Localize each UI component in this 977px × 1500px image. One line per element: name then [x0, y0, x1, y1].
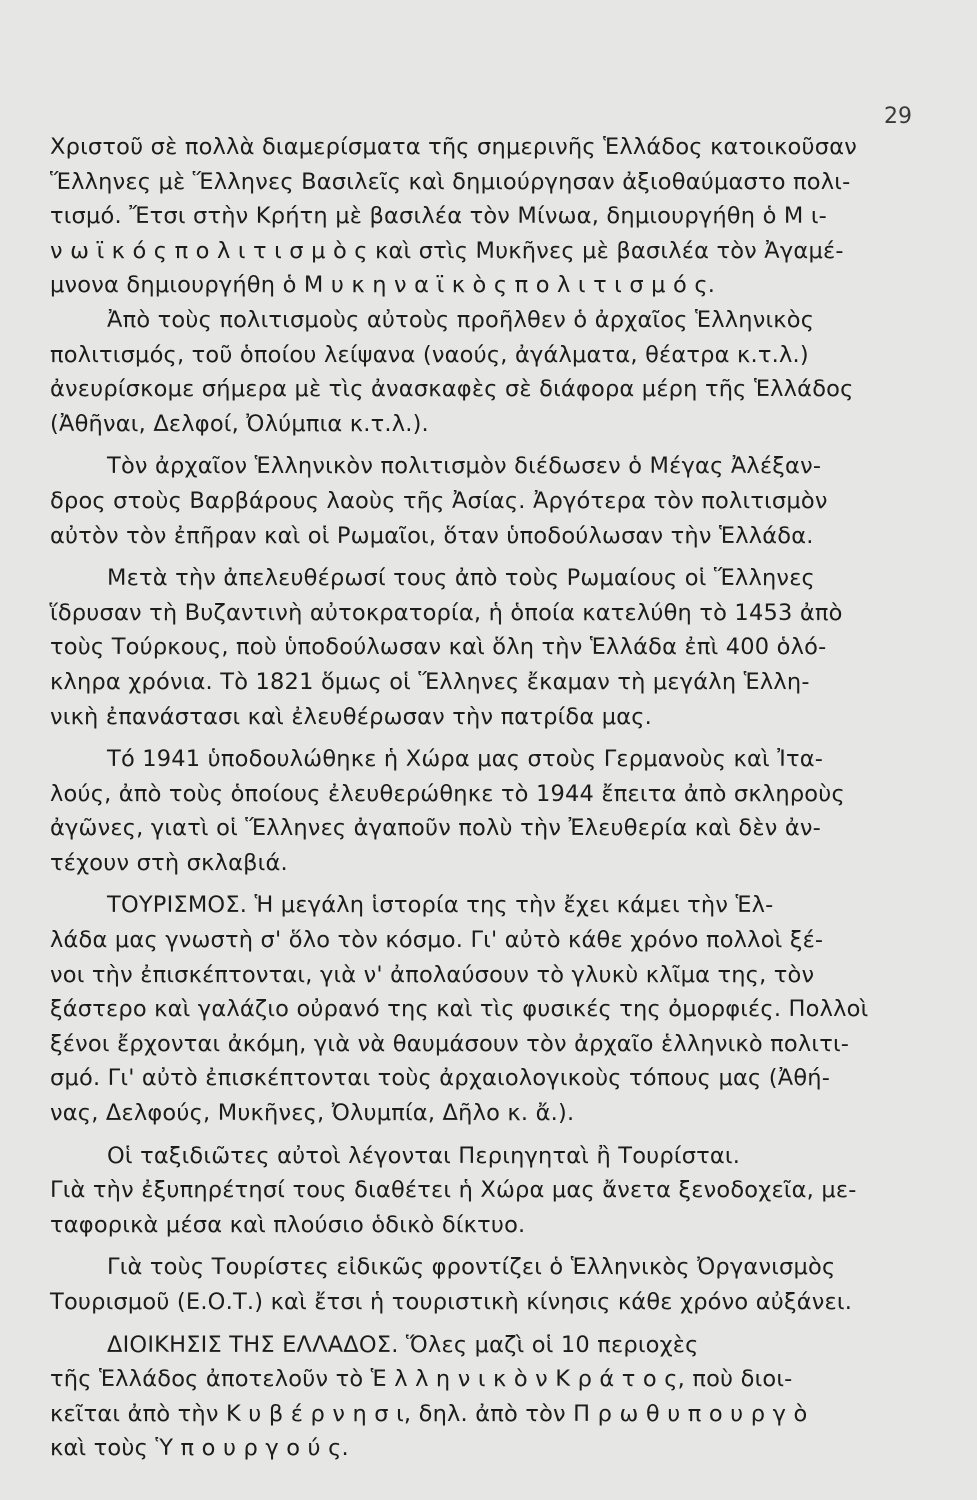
- text-line: ν ω ϊ κ ό ς π ο λ ι τ ι σ μ ὸ ς καὶ στὶς Μυκῆνες μὲ βασιλέα τὸν Ἀγαμέ-: [50, 237, 844, 264]
- text-line: νοι τὴν ἐπισκέπτονται, γιὰ ν' ἀπολαύσουν τὸ γλυκὺ κλῖμα της, τὸν: [50, 961, 815, 988]
- text-line: τοὺς Τούρκους, ποὺ ὑποδούλωσαν καὶ ὅλη τὴν Ἑλλάδα ἐπὶ 400 ὁλό-: [50, 634, 827, 661]
- paragraph-gap: [50, 1131, 842, 1139]
- text-line: μνονα δημιουργήθη ὁ Μ υ κ η ν α ϊ κ ὸ ς π ο λ ι τ ι σ μ ό ς.: [50, 272, 716, 299]
- text-line: καὶ τοὺς Ὑ π ο υ ρ γ ο ύ ς.: [50, 1435, 349, 1462]
- paragraph-gap: [50, 1320, 842, 1328]
- text-line: Τό 1941 ὑποδουλώθηκε ἡ Χώρα μας στοὺς Γερμανοὺς καὶ Ἰτα-: [107, 746, 824, 773]
- paragraph-gap: [50, 553, 842, 561]
- text-line: ἀνευρίσκομε σήμερα μὲ τὶς ἀνασκαφὲς σὲ διάφορα μέρη τῆς Ἑλλάδος: [50, 376, 854, 403]
- text-line: λάδα μας γνωστὴ σ' ὅλο τὸν κόσμο. Γι' αὐτὸ κάθε χρόνο πολλοὶ ξέ-: [50, 927, 824, 954]
- text-line: Γιὰ τὴν ἐξυπηρέτησί τους διαθέτει ἡ Χώρα μας ἄνετα ξενοδοχεῖα, με-: [50, 1177, 857, 1204]
- text-line: ξένοι ἔρχονται ἀκόμη, γιὰ νὰ θαυμάσουν τὸν ἀρχαῖο ἑλληνικὸ πολιτι-: [50, 1030, 850, 1057]
- text-line: (Ἀθῆναι, Δελφοί, Ὀλύμπια κ.τ.λ.).: [50, 410, 429, 437]
- text-line: τισμό. Ἔτσι στὴν Κρήτη μὲ βασιλέα τὸν Μίνωα, δημιουργήθη ὁ Μ ι-: [50, 203, 827, 230]
- text-line: αὐτὸν τὸν ἐπῆραν καὶ οἱ Ρωμαῖοι, ὅταν ὑποδούλωσαν τὴν Ἑλλάδα.: [50, 522, 814, 549]
- text-line: Μετὰ τὴν ἀπελευθέρωσί τους ἀπὸ τοὺς Ρωμαίους οἱ Ἕλληνες: [107, 565, 815, 592]
- text-line: Γιὰ τοὺς Τουρίστες εἰδικῶς φροντίζει ὁ Ἑλληνικὸς Ὀργανισμὸς: [107, 1254, 836, 1281]
- text-line: λούς, ἀπὸ τοὺς ὁποίους ἐλευθερώθηκε τὸ 1944 ἔπειτα ἀπὸ σκληροὺς: [50, 780, 845, 807]
- text-line: κεῖται ἀπὸ τὴν Κ υ β έ ρ ν η σ ι, δηλ. ἀπὸ τὸν Π ρ ω θ υ π ο υ ρ γ ὸ: [50, 1400, 808, 1427]
- text-line: ἀγῶνες, γιατὶ οἱ Ἕλληνες ἀγαποῦν πολὺ τὴν Ἐλευθερία καὶ δὲν ἀν-: [50, 815, 821, 842]
- text-line: Ἕλληνες μὲ Ἕλληνες Βασιλεῖς καὶ δημιούργησαν ἀξιοθαύμαστο πολι-: [50, 168, 851, 195]
- text-line: ἵδρυσαν τὴ Βυζαντινὴ αὐτοκρατορία, ἡ ὁποία κατελύθη τὸ 1453 ἀπὸ: [50, 599, 843, 626]
- text-line: Τὸν ἀρχαῖον Ἑλληνικὸν πολιτισμὸν διέδωσεν ὁ Μέγας Ἀλέξαν-: [107, 453, 822, 480]
- text-line: ΔΙΟΙΚΗΣΙΣ ΤΗΣ ΕΛΛΑΔΟΣ. Ὅλες μαζὶ οἱ 10 περιοχὲς: [107, 1331, 699, 1358]
- text-line: νικὴ ἐπανάστασι καὶ ἐλευθέρωσαν τὴν πατρίδα μας.: [50, 703, 653, 730]
- text-line: τῆς Ἑλλάδος ἀποτελοῦν τὸ Ἑ λ λ η ν ι κ ὸ ν Κ ρ ά τ ο ς, ποὺ διοι-: [50, 1366, 793, 1393]
- body-text: [50, 130, 869, 1466]
- paragraph-gap: [50, 734, 842, 742]
- text-line: Ἀπὸ τοὺς πολιτισμοὺς αὐτοὺς προῆλθεν ὁ ἀρχαῖος Ἑλληνικὸς: [107, 306, 815, 333]
- text-line: δρος στοὺς Βαρβάρους λαοὺς τῆς Ἀσίας. Ἀργότερα τὸν πολιτισμὸν: [50, 487, 828, 514]
- paragraph-gap: [50, 1242, 842, 1250]
- text-line: σμό. Γι' αὐτὸ ἐπισκέπτονται τοὺς ἀρχαιολογικοὺς τόπους μας (Ἀθή-: [50, 1065, 831, 1092]
- text-line: Οἱ ταξιδιῶτες αὐτοὶ λέγονται Περιηγηταὶ ἢ Τουρίσται.: [107, 1142, 741, 1169]
- text-line: πολιτισμός, τοῦ ὁποίου λείψανα (ναούς, ἀγάλματα, θέατρα κ.τ.λ.): [50, 341, 809, 368]
- paragraph-gap: [50, 880, 842, 888]
- page-number: 29: [884, 104, 912, 129]
- text-line: ΤΟΥΡΙΣΜΟΣ. Ἡ μεγάλη ἱστορία της τὴν ἔχει κάμει τὴν Ἑλ-: [107, 892, 774, 919]
- text-line: Χριστοῦ σὲ πολλὰ διαμερίσματα τῆς σημερινῆς Ἑλλάδος κατοικοῦσαν: [50, 134, 857, 160]
- paragraph-gap: [50, 441, 842, 449]
- text-line: Τουρισμοῦ (Ε.Ο.Τ.) καὶ ἔτσι ἡ τουριστικὴ κίνησις κάθε χρόνο αὐξάνει.: [50, 1289, 853, 1315]
- text-line: ταφορικὰ μέσα καὶ πλούσιο ὁδικὸ δίκτυο.: [50, 1211, 526, 1238]
- text-line: τέχουν στὴ σκλαβιά.: [50, 849, 288, 876]
- text-line: νας, Δελφούς, Μυκῆνες, Ὀλυμπία, Δῆλο κ. ἄ.).: [50, 1100, 575, 1127]
- text-line: κληρα χρόνια. Τὸ 1821 ὅμως οἱ Ἕλληνες ἔκαμαν τὴ μεγάλη Ἑλλη-: [50, 668, 810, 695]
- text-line: ξάστερο καὶ γαλάζιο οὐρανό της καὶ τὶς φυσικές της ὀμορφιές. Πολλοὶ: [50, 996, 869, 1023]
